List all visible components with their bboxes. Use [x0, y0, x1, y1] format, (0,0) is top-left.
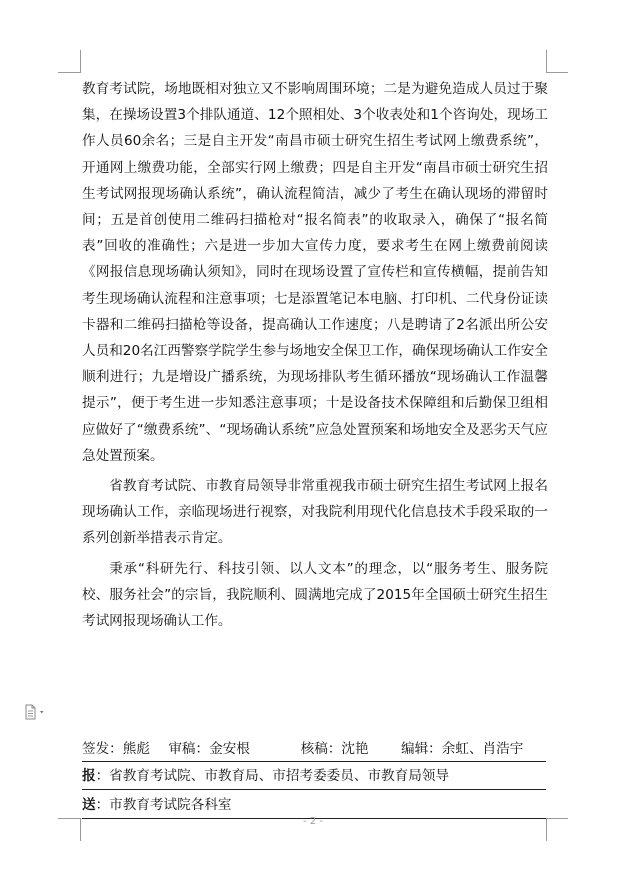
paragraph-3: 秉承“科研先行、科技引领、以人文本”的理念，以“服务考生、服务院校、服务社会”的宗旨，我院顺利、圆满地完成了2015年全国硕士研究生招生考试网报现场确认工作。 [82, 560, 548, 630]
crop-mark-top-left-v [80, 50, 81, 73]
send-label: 送 [82, 797, 96, 813]
crop-mark-top-right-h [546, 72, 568, 73]
paragraph-2: 省教育考试院、市教育局领导非常重视我市硕士研究生招生考试网上报名现场确认工作，亲临现场进行视察，对我院利用现代化信息技术手段采取的一系列创新举措表示肯定。 [82, 478, 548, 547]
report-text: ：省教育考试院、市教育局、市招考委委员、市教育局领导 [95, 768, 450, 784]
document-footer [82, 738, 546, 819]
crop-mark-top-left-h [58, 72, 80, 73]
paragraph-1: 教育考试院，场地既相对独立又不影响周围环境；二是为避免造成人员过于聚集，在操场设置3个排队通道、12个照相处、3个收表处和1个咨询处，现场工作人员60余名；三是自主开发“南昌市硕士研究生招生考试网上缴费系统”，开通网上缴费功能，全部实行网上缴费；四是自主开发“南昌市硕士研究生招生考试网报现场确认系统”，确认流程简洁，减少了考生在确认现场的滞留时间；五是首创使用二维码扫描枪对“报名简表”的收取录入，确保了“报名简表”回收的准确性；六是进一步加大宣传力度，要求考生在网上缴费前阅读《网报信息现场确认须知》，同时在现场设置了宣传栏和宣传横幅，提前告知考生现场确认流程和注意事项；七是添置笔记本电脑、打印机、二代身份证读卡器和二维码扫描枪等设备，提高确认工作速度；八是聘请了2名派出所公安人员和20名江西警察学院学生参与场地安全保卫工作，确保现场确认工作安全顺利进行；九是增设广播系统，为现场排队考生循环播放“现场确认工作温馨提示”，便于考生进一步知悉注意事项；十是设备技术保障组和后勤保卫组相应做好了“缴费系统”、“现场确认系统”应急处置预案和场地安全及恶劣天气应急处置预案。 [82, 81, 548, 464]
send-text: ：市教育考试院各科室 [95, 797, 232, 813]
signer: 签发：熊彪 [82, 741, 150, 757]
crop-mark-top-right-v [546, 50, 547, 73]
page-number: - 2 - [303, 816, 323, 827]
report-label: 报 [82, 768, 96, 784]
checker: 核稿：沈艳 [300, 741, 369, 757]
signature-line [82, 738, 546, 762]
document-dropdown-icon[interactable] [24, 704, 48, 720]
report-line [82, 764, 546, 790]
reviewer: 审稿：金安根 [168, 741, 250, 757]
document-body [82, 76, 548, 634]
editor: 编辑：余虹、肖浩宇 [400, 741, 524, 757]
